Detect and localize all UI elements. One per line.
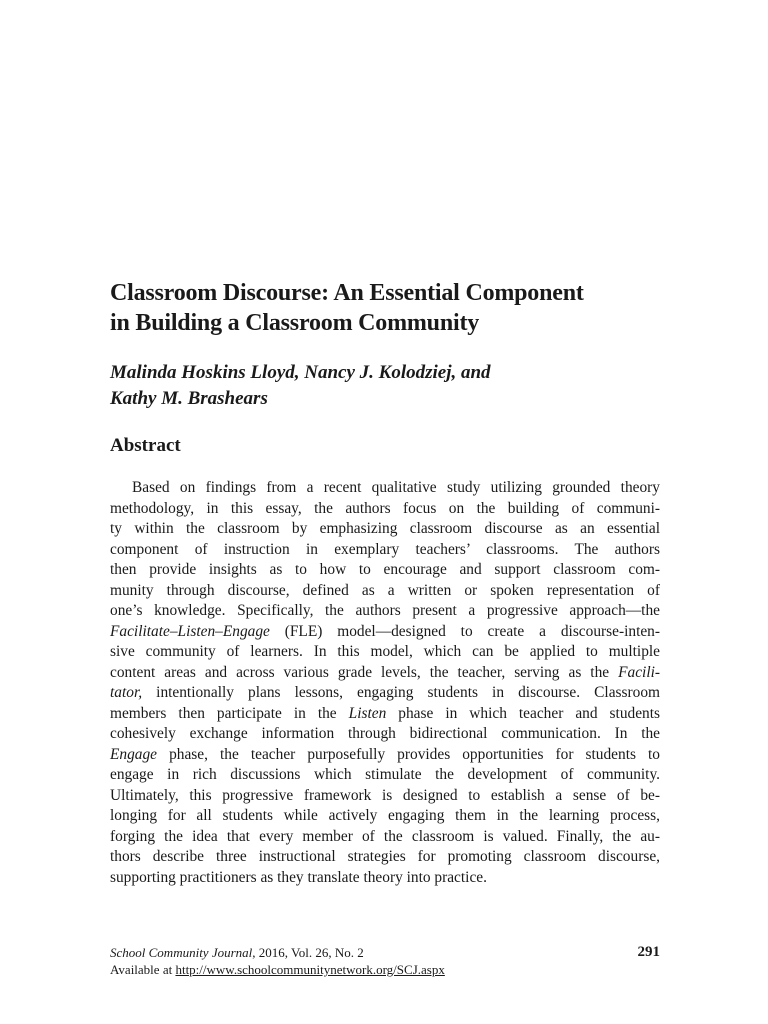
page-number: 291	[637, 944, 660, 960]
abstract-text: component of instruction in exemplary teachers’ classrooms. The authors	[110, 540, 660, 558]
abstract-line	[110, 601, 660, 622]
abstract-italic-term: Engage	[110, 745, 158, 763]
abstract-text: longing for all students while actively engaging them in the learning process,	[110, 807, 660, 824]
abstract-text: members then participate in the	[110, 704, 349, 722]
abstract-text: content areas and across various grade levels, the teacher, serving as the	[110, 663, 619, 681]
abstract-text: Based on findings from a recent qualitative study utilizing grounded theory	[132, 479, 660, 496]
abstract-text: engage in rich discussions which stimulate the development of community.	[110, 766, 660, 783]
abstract-text: ty within the classroom by emphasizing classroom discourse as an essential	[110, 520, 660, 537]
abstract-line	[110, 519, 660, 540]
abstract-text: supporting practitioners as they translate theory into practice.	[110, 868, 487, 886]
abstract-line	[110, 663, 660, 684]
abstract-line	[110, 786, 660, 807]
abstract-line	[110, 765, 660, 786]
abstract-italic-term: Facilitate–Listen–Engage	[110, 622, 270, 640]
journal-name: School Community Journal	[110, 945, 253, 960]
abstract-text: forging the idea that every member of the classroom is valued. Finally, the au-	[110, 827, 660, 845]
journal-url-link[interactable]: http://www.schoolcommunitynetwork.org/SCJ.aspx	[175, 962, 445, 977]
abstract-line	[110, 478, 660, 499]
abstract-italic-term: Facili-	[618, 663, 660, 681]
abstract-line	[110, 642, 660, 663]
abstract-heading: Abstract	[110, 435, 181, 456]
abstract-text: phase, the teacher purposefully provides opportunities for students to	[157, 745, 660, 763]
journal-footer	[110, 944, 660, 978]
abstract-text: sive community of learners. In this model, which can be applied to multiple	[110, 643, 660, 660]
abstract-text: munity through discourse, defined as a written or spoken representation of	[110, 581, 660, 599]
abstract-text: (FLE) model—designed to create a discourse-inten-	[269, 622, 660, 640]
article-authors	[110, 360, 660, 412]
abstract-line	[110, 745, 660, 766]
abstract-text: then provide insights as to how to encourage and support classroom com-	[110, 561, 660, 578]
abstract-line	[110, 847, 660, 868]
article-title	[110, 278, 660, 338]
abstract-text: thors describe three instructional strategies for promoting classroom discourse,	[110, 848, 660, 865]
abstract-text: intentionally plans lessons, engaging students in discourse. Classroom	[142, 684, 660, 701]
abstract-text: methodology, in this essay, the authors focus on the building of communi-	[110, 499, 660, 517]
abstract-line	[110, 704, 660, 725]
availability-line	[110, 961, 660, 978]
article-title-line: Classroom Discourse: An Essential Component	[110, 280, 584, 306]
abstract-body	[110, 478, 660, 888]
abstract-line	[110, 581, 660, 602]
abstract-line	[110, 827, 660, 848]
abstract-line	[110, 622, 660, 643]
abstract-italic-term: Listen	[348, 704, 387, 722]
abstract-line	[110, 540, 660, 561]
journal-citation	[110, 944, 660, 961]
citation-details: , 2016, Vol. 26, No. 2	[252, 945, 364, 960]
authors-line: Kathy M. Brashears	[110, 388, 268, 409]
abstract-line	[110, 724, 660, 745]
paper-page	[110, 0, 660, 1024]
article-title-line: in Building a Classroom Community	[110, 310, 480, 336]
authors-line: Malinda Hoskins Lloyd, Nancy J. Kolodziej, and	[110, 362, 491, 383]
abstract-text: Ultimately, this progressive framework is designed to establish a sense of be-	[110, 786, 660, 804]
abstract-line	[110, 868, 660, 889]
abstract-line	[110, 560, 660, 581]
abstract-line	[110, 499, 660, 520]
available-prefix: Available at	[110, 962, 176, 977]
abstract-line	[110, 683, 660, 704]
abstract-text: cohesively exchange information through bidirectional communication. In the	[110, 725, 660, 742]
abstract-line	[110, 806, 660, 827]
abstract-text: one’s knowledge. Specifically, the authors present a progressive approach—the	[110, 602, 660, 619]
abstract-text: phase in which teacher and students	[386, 704, 660, 722]
abstract-italic-term: tator,	[110, 684, 143, 701]
